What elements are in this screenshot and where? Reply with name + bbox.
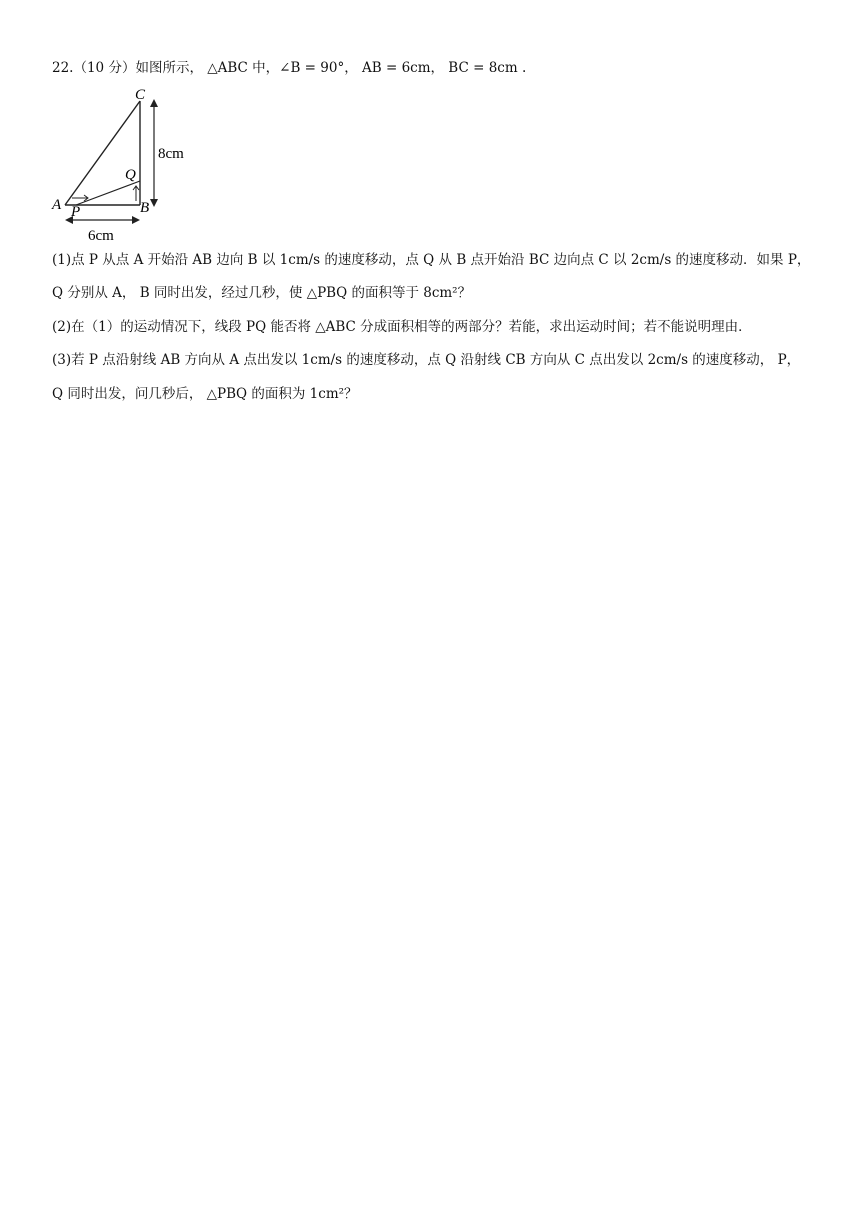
- point-q-label: Q: [125, 167, 136, 183]
- point-p-label: P: [71, 204, 81, 220]
- vertex-b-label: B: [140, 200, 150, 216]
- ab-length-label: 6cm: [88, 228, 114, 244]
- triangle-figure: [50, 84, 200, 244]
- segment-pq: [76, 181, 140, 205]
- vertex-a-label: A: [52, 197, 62, 213]
- dim-bc-top-head: [150, 99, 158, 107]
- side-ac: [65, 101, 140, 205]
- part1-line2: Q 分别从 A， B 同时出发，经过几秒，使 △PBQ 的面积等于 8cm²？: [52, 285, 472, 301]
- dim-bc-bottom-head: [150, 199, 158, 207]
- vertex-c-label: C: [135, 87, 146, 103]
- part2-line1: (2)在（1）的运动情况下，线段 PQ 能否将 △ABC 分成面积相等的两部分？若能，求出运动时间；若不能说明理由．: [52, 319, 752, 335]
- dim-ab-right-head: [132, 216, 140, 224]
- bc-length-label: 8cm: [158, 146, 184, 162]
- question-header: 22.（10 分）如图所示， △ABC 中，∠B = 90°， AB = 6cm， BC = 8cm .: [52, 60, 527, 76]
- part3-line1: (3)若 P 点沿射线 AB 方向从 A 点出发以 1cm/s 的速度移动，点 Q 沿射线 CB 方向从 C 点出发以 2cm/s 的速度移动， P，: [52, 352, 801, 368]
- part1-line1: (1)点 P 从点 A 开始沿 AB 边向 B 以 1cm/s 的速度移动，点 Q 从 B 点开始沿 BC 边向点 C 以 2cm/s 的速度移动．如果 P，: [52, 252, 811, 268]
- part3-line2: Q 同时出发，问几秒后， △PBQ 的面积为 1cm²？: [52, 386, 358, 402]
